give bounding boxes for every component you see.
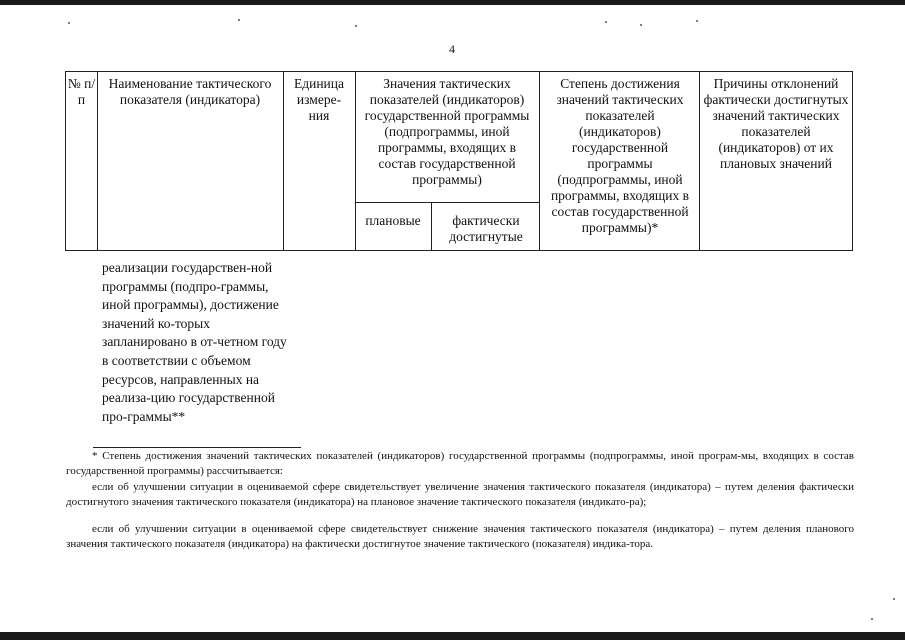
header-planned: плановые (365, 213, 421, 228)
column-divider (699, 71, 700, 251)
scan-speck (68, 22, 70, 24)
scan-speck (893, 598, 895, 600)
scan-speck (871, 618, 873, 620)
header-indicator-name: Наименование тактического показателя (индикатора) (108, 76, 272, 107)
scan-speck (355, 25, 357, 27)
header-num: № п/п (67, 76, 96, 107)
header-actual: фактически достигнутые (449, 213, 523, 244)
continuation-text: реализации государствен-ной программы (подпро-граммы, иной программы), достижение значений ко-торых запланировано в от-четном году в соответствии с объемом ресурсов, направленных на реализа-цию государственной про-граммы** (102, 260, 287, 424)
footnote-1: * Степень достижения значений тактических показателей (индикаторов) государственной программы (подпрограммы, иной програм-мы, входящих в состав государственной программы) рассчитывается: (66, 450, 854, 477)
page-number: 4 (449, 42, 455, 56)
column-divider (355, 71, 356, 251)
footnote-separator (93, 447, 301, 448)
scan-speck (605, 21, 607, 23)
column-divider (283, 71, 284, 251)
header-values-group: Значения тактических показателей (индикаторов) государственной программы (подпрограммы, иной программы, входящих в состав государственной программы) (364, 76, 530, 187)
column-divider (97, 71, 98, 251)
scan-speck (696, 20, 698, 22)
scan-bottom-edge (0, 632, 905, 640)
indicators-table (65, 71, 853, 251)
column-divider (431, 202, 432, 251)
scan-speck (640, 24, 642, 26)
scan-top-edge (0, 0, 905, 5)
header-unit: Единица измере-ния (293, 76, 344, 123)
scan-speck (238, 19, 240, 21)
header-degree: Степень достижения значений тактических показателей (индикаторов) государственной программы (подпрограммы, иной программы, входящих в состав государственной программы)* (550, 76, 690, 235)
header-reasons: Причины отклонений фактически достигнутых значений тактических показателей (индикаторов) от их плановых значений (703, 76, 849, 171)
footnote-2: если об улучшении ситуации в оцениваемой сфере свидетельствует увеличение значения тактического показателя (индикатора) – путем деления фактически достигнутого значения тактического показателя (индикатора) на плановое значение тактического показателя (индикато-ра); (66, 481, 854, 508)
column-divider (539, 71, 540, 251)
values-subheader-divider (355, 202, 539, 203)
table-border-right (852, 71, 853, 251)
table-border-top (65, 71, 853, 72)
table-border-bottom (65, 250, 853, 251)
footnote-3: если об улучшении ситуации в оцениваемой сфере свидетельствует снижение значения тактического показателя (индикатора) – путем деления планового значения тактического показателя (индикатора) на фактически достигнутое значение тактического (показателя) индика-тора. (66, 523, 854, 550)
